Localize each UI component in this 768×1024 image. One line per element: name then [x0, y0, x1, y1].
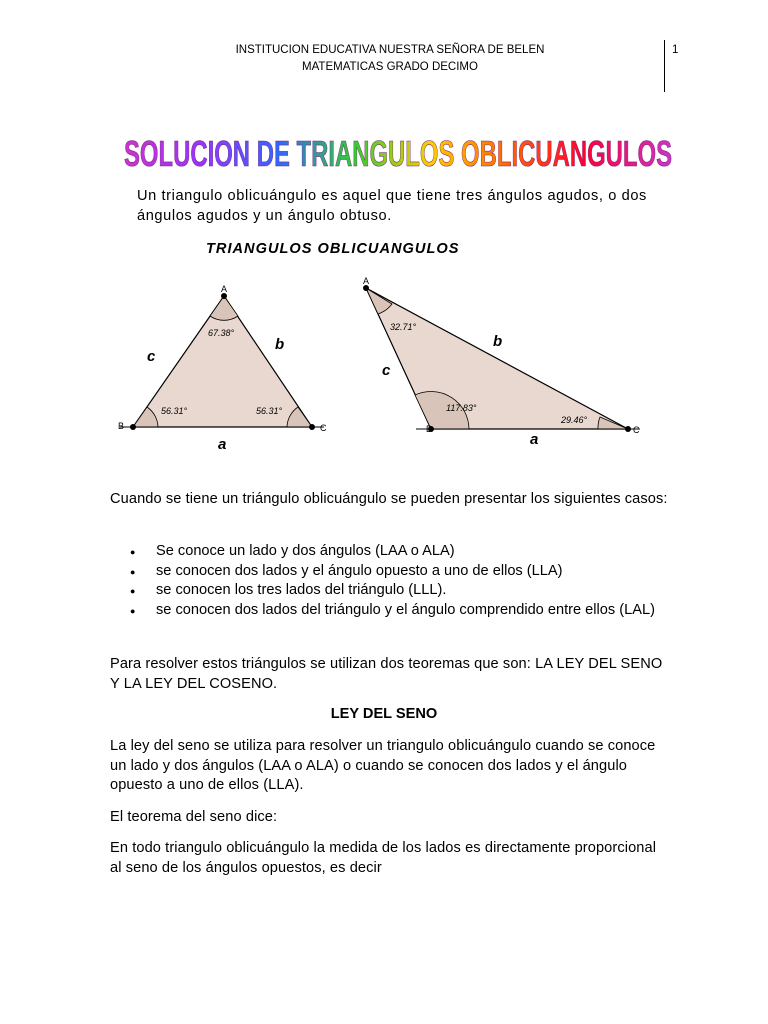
section-title: LEY DEL SENO [330, 706, 438, 722]
side-b-label-1: b [275, 336, 285, 353]
document-title [0, 124, 768, 184]
angle-b-label-2: 117.83° [446, 403, 477, 413]
header-institution: INSTITUCION EDUCATIVA NUESTRA SEÑORA DE BELEN [235, 44, 545, 56]
theorems-paragraph: Para resolver estos triángulos se utilizan dos teoremas que son: LA LEY DEL SENO Y LA LEY DEL COSENO. [110, 656, 663, 692]
page-number: 1 [672, 44, 679, 56]
vertex-c-point-2 [625, 426, 631, 432]
list-item: ● se conocen los tres lados del triángulo (LLL). [110, 581, 670, 601]
vertex-c-point-1 [309, 424, 315, 430]
angle-c-label-2: 29.46° [561, 415, 588, 425]
list-item: ● se conocen dos lados y el ángulo opuesto a uno de ellos (LLA) [110, 562, 670, 582]
vertex-b-point-1 [130, 424, 136, 430]
theorem-intro: El teorema del seno dice: [110, 809, 278, 825]
angle-c-arc-2 [598, 417, 628, 429]
angle-a-label-1: 67.38° [208, 328, 235, 338]
title-text: SOLUCION DE TRIANGULOS OBLICUANGULOS [124, 133, 672, 174]
side-b-label-2: b [493, 333, 503, 350]
triangle-2 [363, 276, 640, 448]
page-header [180, 42, 600, 76]
side-a-label-2: a [530, 431, 539, 448]
law-sine-paragraph: La ley del seno se utiliza para resolver un triangulo oblicuángulo cuando se conoce un lado y dos ángulos (LAA o ALA) o cuando se conocen dos lados y el ángulo opuesto a uno de ellos (LLA). [110, 738, 656, 793]
triangle-1 [118, 284, 327, 453]
list-item: ● se conocen dos lados del triángulo y el ángulo comprendido entre ellos (LAL) [110, 601, 670, 621]
cases-list [110, 542, 670, 620]
vertex-c-label-2: C [633, 425, 640, 435]
cases-intro: Cuando se tiene un triángulo oblicuángulo se pueden presentar los siguientes casos: [110, 491, 668, 507]
angle-c-label-1: 56.31° [256, 406, 283, 416]
vertex-c-label-1: C [320, 423, 327, 433]
theorem-statement: En todo triangulo oblicuángulo la medida de los lados es directamente proporcional al seno de los ángulos opuestos, es decir [110, 840, 657, 876]
list-item: ● Se conoce un lado y dos ángulos (LAA o ALA) [110, 542, 670, 562]
vertex-b-label-1: B [118, 421, 125, 431]
header-course: MATEMATICAS GRADO DECIMO [302, 61, 478, 73]
side-a-label-1: a [218, 436, 227, 453]
angle-b-label-1: 56.31° [161, 406, 188, 416]
angle-a-arc-1 [210, 296, 238, 320]
triangle-2-shape [366, 288, 628, 429]
vertex-b-label-2: B [426, 424, 433, 434]
intro-paragraph: Un triangulo oblicuángulo es aquel que tiene tres ángulos agudos, o dos ángulos agudos y un ángulo obtuso. [137, 188, 647, 224]
header-divider [664, 40, 665, 92]
angle-a-label-2: 32.71° [390, 322, 417, 332]
figure-title: TRIANGULOS OBLICUANGULOS [206, 241, 460, 257]
triangles-figure [100, 270, 680, 470]
side-c-label-1: c [147, 348, 156, 365]
vertex-a-label-2: A [363, 276, 370, 286]
vertex-a-label-1: A [221, 284, 228, 294]
side-c-label-2: c [382, 362, 391, 379]
